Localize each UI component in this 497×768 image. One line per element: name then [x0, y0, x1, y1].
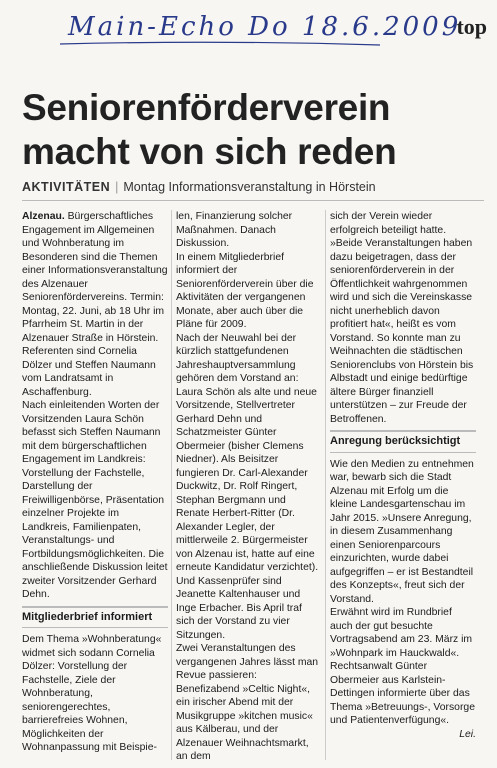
kicker: AKTIVITÄTEN | Montag Informationsveranstaltung in Hörstein [22, 180, 376, 194]
column-divider [325, 210, 326, 760]
handwritten-source-note [20, 4, 462, 50]
paragraph: Wie den Medien zu entnehmen war, bewarb sich die Stadt Alzenau mit Erfolg um die kleine Landesgartenschau im Jahr 2015. »Unsere Anregung, in diesem Zusammenhang einen Seniorenparcours einzurichten, wurde dabei aufgegriffen – er ist Bestandteil des Konzepts«, freut sich der Vorstand. [330, 458, 474, 605]
column-divider [171, 210, 172, 760]
paragraph: Erwähnt wird im Rundbrief auch der gut besuchte Vortragsabend am 23. März im »Wohnpark im Hauckwald«. Rechtsanwalt Günter Obermeier aus Karlstein-Dettingen informierte über das Thema »Betreuungs-, Vorsorge und Patientenverfügung«. [330, 607, 475, 726]
paragraph: sich der Verein wieder erfolgreich beteiligt hatte. »Beide Veranstaltungen haben dazu beigetragen, dass der seniorenförderverein in der Öffentlichkeit wahrgenommen wird und sich die Vereinskasse nicht unerheblich davon profitiert hat«, heißt es vom Vorstand. So konnte man zu Weihnachten die städtischen Seniorenclubs von Hörstein bis Albstadt und einige bedürftige ältere Bürger finanziell unterstützen – zur Freude der Betroffenen. [330, 211, 474, 425]
column-2 [176, 210, 322, 764]
column-3 [330, 210, 476, 741]
section-tag: top [456, 14, 487, 39]
paragraph: In einem Mitgliederbrief informiert der Seniorenförderverein über die Aktivitäten der vergangenen Monate, aber auch über die Pläne für 2009. [176, 251, 314, 330]
dateline: Alzenau. [22, 211, 65, 222]
kicker-text: Montag Informationsveranstaltung in Hörstein [123, 180, 376, 194]
handwritten-note-text: Main-Echo Do 18.6.2009 [68, 12, 462, 42]
paragraph: Nach der Neuwahl bei der kürzlich stattgefundenen Jahreshauptversammlung gehören dem Vorstand an: Laura Schön als alte und neue Vorsitzende, Stellvertreter Gerhard Dehn und Schatzmeister Günter Obermeier (bisher Clemens Niedner). Als Beisitzer fungieren Dr. Carl-Alexander Duckwitz, Dr. Rolf Ringert, Stephan Bergmann und Renate Herbert-Ritter (Dr. Alexander Legler, der mittlerweile 2. Bürgermeister von Alzenau ist, hatte auf eine erneute Kandidatur verzichtet). Und Kassenprüfer sind Jeanette Kaltenhauser und Inge Erbacher. Bis April traf sich der Vorstand zu vier Sitzungen. [176, 332, 319, 641]
kicker-label: AKTIVITÄTEN [22, 180, 111, 194]
subhead-mitgliederbrief: Mitgliederbrief informiert [22, 606, 168, 629]
paragraph: Dem Thema »Wohnberatung« widmet sich sodann Cornelia Dölzer: Vorstellung der Fachstelle, Ziele der Wohnberatung, seniorengerechtes, barrierefreies Wohnen, Möglichkeiten der Wohnanpassung mit Beispie- [22, 634, 162, 753]
author-signature: Lei. [459, 728, 476, 740]
paragraph: Alzenau. Bürgerschaftliches Engagement im Allgemeinen und Wohnberatung im Besonderen sind die Themen einer Informationsveranstaltung des Alzenauer Seniorenfördervereins. Termin: Montag, 22. Juni, ab 18 Uhr im Pfarrheim St. Martin in der Alzenauer Straße in Hörstein. Referenten sind Cornelia Dölzer und Steffen Naumann vom Landratsamt in Aschaffenburg. [22, 211, 168, 398]
headline: Seniorenförderverein macht von sich reden [22, 87, 397, 172]
paragraph: Zwei Veranstaltungen des vergangenen Jahres lässt man Revue passieren: Benefizabend »Celtic Night«, ein irischer Abend mit der Musikgruppe »kitchen music« aus Kälberau, und der Alzenauer Weihnachtsmarkt, an dem [176, 643, 319, 762]
column-1 [22, 210, 168, 755]
paragraph: Nach einleitenden Worten der Vorsitzenden Laura Schön befasst sich Steffen Naumann mit dem bürgerschaftlichen Engagement im Landkreis: Vorstellung der Fachstelle, Darstellung der Freiwilligenbörse, Präsentation einzelner Projekte im Landkreis, Familienpaten, Veranstaltungs- und Fortbildungsmöglichkeiten. Die anschließende Diskussion leitet zweiter Vorsitzender Gerhard Dehn. [22, 400, 168, 600]
subhead-anregung: Anregung berücksichtigt [330, 430, 476, 453]
divider [22, 200, 484, 201]
paragraph: len, Finanzierung solcher Maßnahmen. Danach Diskussion. [176, 211, 293, 249]
